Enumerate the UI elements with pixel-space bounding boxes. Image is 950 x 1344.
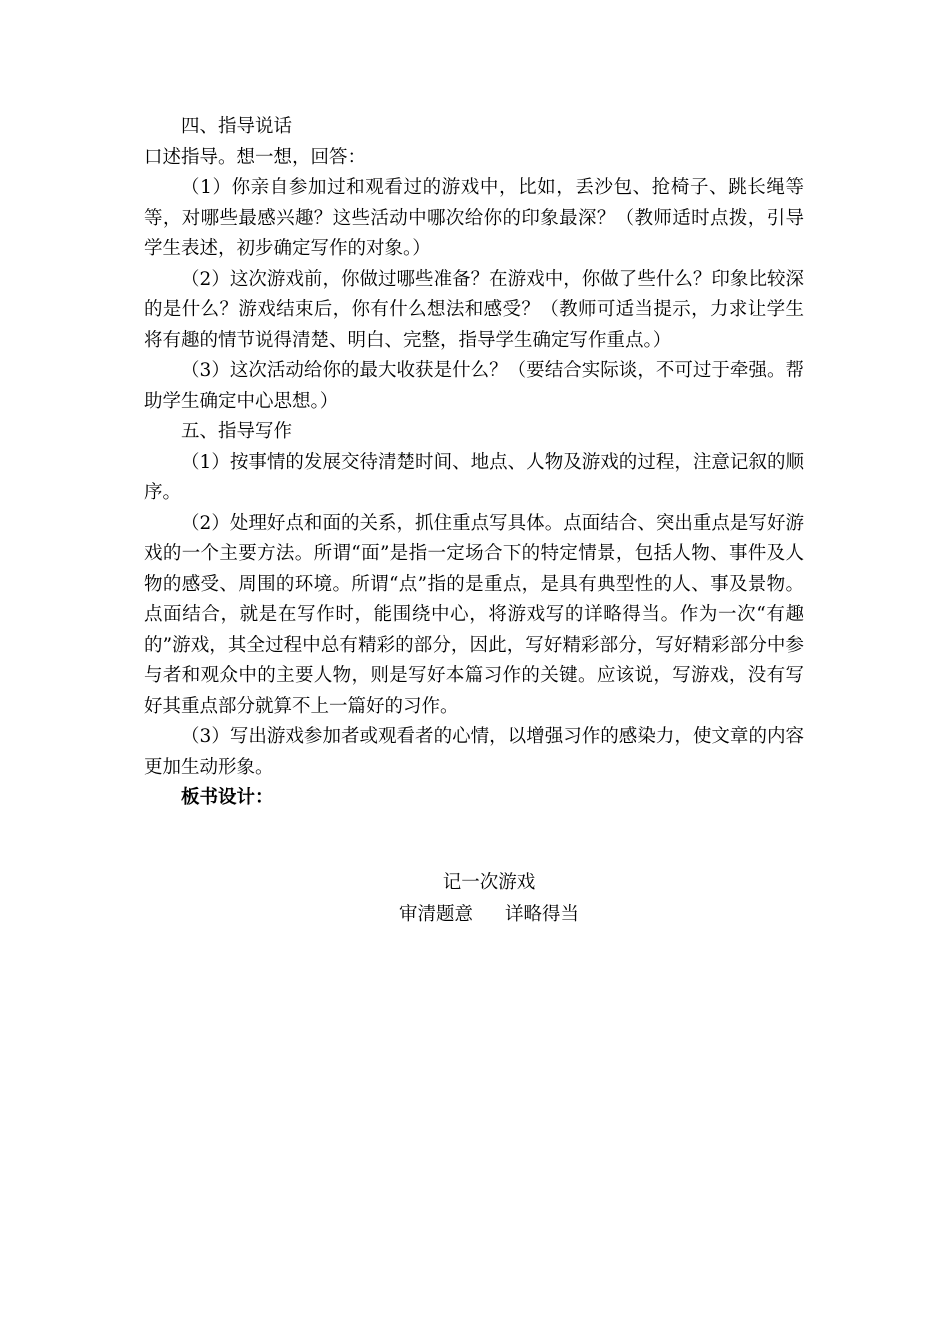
board-design-label: 板书设计： <box>181 787 274 808</box>
section-4-item-1: （1）你亲自参加过和观看过的游戏中，比如，丢沙包、抢椅子、跳长绳等等，对哪些最感兴趣？这些活动中哪次给你的印象最深？（教师适时点拨，引导学生表述，初步确定写作的对象。） <box>144 177 804 259</box>
section-4-intro: 口述指导。想一想，回答： <box>144 146 367 168</box>
section-5-item-2: （2）处理好点和面的关系，抓住重点写具体。点面结合、突出重点是写好游戏的一个主要方法。所谓“面”是指一定场合下的特定情景，包括人物、事件及人物的感受、周围的环境。所谓“点”指的是重点，是具有典型性的人、事及景物。点面结合，就是在写作时，能围绕中心，将游戏写的详略得当。作为一次“有趣的”游戏，其全过程中总有精彩的部分，因此，写好精彩部分，写好精彩部分中参与者和观众中的主要人物，则是写好本篇习作的关键。应该说，写游戏，没有写好其重点部分就算不上一篇好的习作。 <box>144 512 804 717</box>
section-5-item-3: （3）写出游戏参加者或观看者的心情，以增强习作的感染力，使文章的内容更加生动形象。 <box>144 726 804 778</box>
section-4-heading: 四、指导说话 <box>181 116 293 137</box>
board-row <box>144 900 804 931</box>
board-title: 记一次游戏 <box>442 872 536 893</box>
board-left-text: 审清题意 <box>398 904 473 925</box>
section-4-item-2: （2）这次游戏前，你做过哪些准备？在游戏中，你做了些什么？印象比较深的是什么？游戏结束后，你有什么想法和感受？（教师可适当提示，力求让学生将有趣的情节说得清楚、明白、完整，指导学生确定写作重点。） <box>144 268 804 351</box>
section-5-heading: 五、指导写作 <box>181 421 293 442</box>
section-4-item-3: （3）这次活动给你的最大收获是什么？（要结合实际谈，不可过于牵强。帮助学生确定中心思想。） <box>144 360 804 412</box>
board-right-text: 详略得当 <box>505 904 580 925</box>
section-5-item-1: （1）按事情的发展交待清楚时间、地点、人物及游戏的过程，注意记叙的顺序。 <box>144 451 804 503</box>
document-page <box>144 112 804 925</box>
